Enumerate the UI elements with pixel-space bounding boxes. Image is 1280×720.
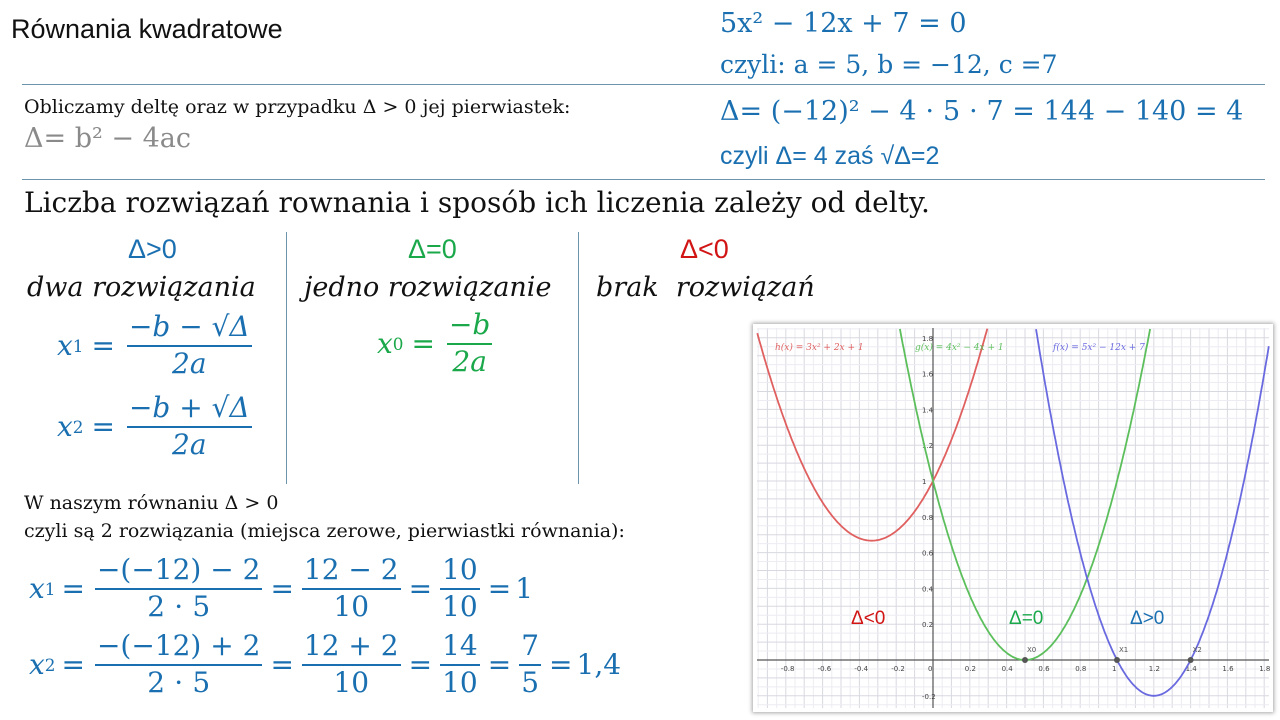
y-tick-label: 1.4 xyxy=(922,406,934,415)
conclusion-line2: czyli są 2 rozwiązania (miejsca zerowe, pierwiastki równania): xyxy=(24,520,625,542)
legend-g: g(x) = 4x² − 4x + 1 xyxy=(915,343,1004,353)
coefficients: czyli: a = 5, b = −12, c =7 xyxy=(720,50,1058,79)
zero-point-label: X0 xyxy=(1027,646,1037,654)
zero-point xyxy=(1188,657,1194,663)
x-tick-label: 0.6 xyxy=(1038,665,1050,673)
x-tick-label: -0.6 xyxy=(817,665,832,673)
page-title: Równania kwadratowe xyxy=(11,14,283,44)
curve-h xyxy=(757,329,987,541)
divider-middle xyxy=(22,179,1265,180)
formula-x0: x 0 = $\frac{-b}{2a}$ xyxy=(377,308,491,378)
solution-x1: x 1 = $\frac{-(-12) - 2}{2 \cdot 5}$ = $\frac{12 - 2}{10}$ = $\frac{10}{10}$ = 1 xyxy=(29,553,534,623)
x-tick-label: 1.8 xyxy=(1259,665,1271,673)
graph-label-positive: Δ>0 xyxy=(1130,608,1165,629)
delta-intro-text: Obliczamy deltę oraz w przypadku Δ > 0 jej pierwiastek: xyxy=(24,96,571,118)
legend-f: f(x) = 5x² − 12x + 7 xyxy=(1053,343,1145,353)
graph-label-negative: Δ<0 xyxy=(851,608,886,629)
y-tick-label: 0.2 xyxy=(922,621,934,630)
y-tick-label: 1.8 xyxy=(922,334,934,343)
x-tick-label: 1.4 xyxy=(1185,665,1197,673)
zero-point xyxy=(1114,657,1120,663)
main-equation: 5x² − 12x + 7 = 0 xyxy=(720,8,967,39)
solution-x2: x 2 = $\frac{-(-12) + 2}{2 \cdot 5}$ = $\frac{12 + 2}{10}$ = $\frac{14}{10}$ = $\frac{7}{5}$ = 1,4 xyxy=(29,629,622,699)
formula-x1: x 1 = $\frac{-b - √\Delta}{2a}$ xyxy=(57,310,250,380)
case-positive-label: dwa rozwiązania xyxy=(27,272,256,303)
x-tick-label: 0.8 xyxy=(1075,665,1087,673)
x-tick-label: -0.4 xyxy=(854,665,869,673)
case-zero-condition: Δ=0 xyxy=(408,234,457,264)
y-tick-label: 0.6 xyxy=(922,549,934,558)
divider-top xyxy=(22,84,1265,85)
case-negative-condition: Δ<0 xyxy=(680,234,729,264)
zero-point-label: X1 xyxy=(1119,646,1129,654)
x-tick-label: 1.6 xyxy=(1222,665,1234,673)
conclusion-line1: W naszym równaniu Δ > 0 xyxy=(24,492,279,514)
section-heading: Liczba rozwiązań rownania i sposób ich liczenia zależy od delty. xyxy=(24,186,930,219)
x-tick-label: 0.4 xyxy=(1001,665,1013,673)
delta-calc-line1: Δ= (−12)² − 4 ⋅ 5 ⋅ 7 = 144 − 140 = 4 xyxy=(720,96,1244,127)
y-tick-label: 1.6 xyxy=(922,370,934,379)
y-tick-label: 1 xyxy=(922,478,927,486)
zero-point-label: X2 xyxy=(1192,646,1202,654)
column-divider-2 xyxy=(578,232,579,484)
delta-formula: Δ= b² − 4ac xyxy=(24,123,191,154)
zero-point xyxy=(1022,657,1028,663)
x-tick-label: 1.2 xyxy=(1148,665,1160,673)
y-tick-label: 0.8 xyxy=(922,513,934,522)
y-tick-label: 1.2 xyxy=(922,442,934,451)
x-tick-label: -0.8 xyxy=(780,665,795,673)
x-tick-label: -0.2 xyxy=(891,665,905,673)
legend-h: h(x) = 3x² + 2x + 1 xyxy=(775,343,864,353)
delta-calc-line2: czyli Δ= 4 zaś √Δ=2 xyxy=(720,142,940,170)
y-tick-label: -0.2 xyxy=(922,692,936,701)
graph-canvas xyxy=(753,324,1273,712)
formula-x2: x 2 = $\frac{-b + √\Delta}{2a}$ xyxy=(57,391,250,461)
case-positive-condition: Δ>0 xyxy=(128,234,177,264)
x-tick-label: 1 xyxy=(1112,665,1117,673)
column-divider-1 xyxy=(286,232,287,484)
function-graph xyxy=(753,324,1273,712)
x-tick-label: 0.2 xyxy=(964,665,976,673)
y-tick-label: 0.4 xyxy=(922,585,934,594)
case-zero-label: jedno rozwiązanie xyxy=(304,272,552,303)
case-negative-label: brak rozwiązań xyxy=(596,272,815,303)
x-tick-label: 0 xyxy=(928,665,933,673)
graph-label-zero: Δ=0 xyxy=(1009,608,1044,629)
